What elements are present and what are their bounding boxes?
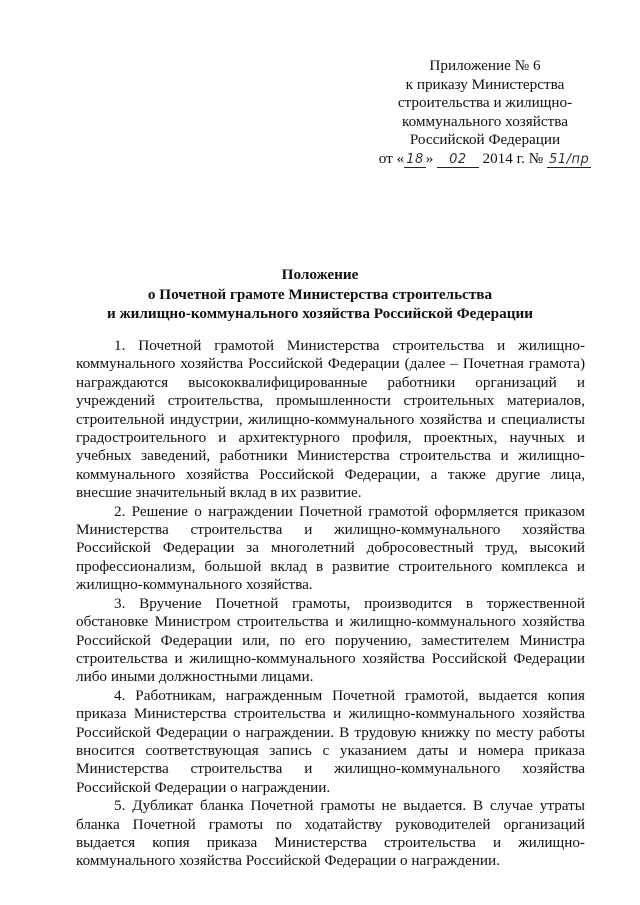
date-mid: » <box>425 149 434 167</box>
document-body <box>76 337 585 871</box>
title-line-1: Положение <box>281 266 359 283</box>
date-month-handwritten: 02 <box>437 152 479 168</box>
paragraph-5: 5. Дубликат бланка Почетной грамоты не выдается. В случае утраты бланка Почетной грамоты по ходатайству руководителей организаций выдается копия приказа Министерства строительства и жилищно-коммунального хозяйства Российской Федерации о награждении. <box>76 797 585 870</box>
order-number-handwritten: 51/пр <box>549 151 590 167</box>
attachment-ministry-line2: коммунального хозяйства <box>401 112 568 130</box>
title-line-2: о Почетной грамоте Министерства строительства <box>147 285 493 303</box>
attachment-ministry-line1: строительства и жилищно- <box>397 94 573 112</box>
date-day-handwritten: 18 <box>406 151 424 167</box>
attachment-date-line <box>360 150 610 169</box>
attachment-order-ref: к приказу Министерства <box>405 75 565 93</box>
attachment-header <box>360 57 610 169</box>
attachment-country: Российской Федерации <box>409 131 561 149</box>
paragraph-1: 1. Почетной грамотой Министерства строительства и жилищно-коммунального хозяйства Российской Федерации (далее – Почетная грамота) награждаются высококвалифицированные работники организаций и учреждений строительства, промышленности строительных материалов, строительной индустрии, жилищно-коммунального хозяйства и специалисты градостроительного и архитектурного профиля, проектных, научных и учебных заведений, работники Министерства строительства и жилищно-коммунального хозяйства Российской Федерации, а также другие лица, внесшие значительный вклад в их развитие. <box>76 337 585 502</box>
document-title <box>40 265 600 324</box>
paragraph-4: 4. Работникам, награжденным Почетной грамотой, выдается копия приказа Министерства строительства и жилищно-коммунального хозяйства Российской Федерации о награждении. В трудовую книжку по месту работы вносится соответствующая запись с указанием даты и номера приказа Министерства строительства и жилищно-коммунального хозяйства Российской Федерации о награждении. <box>76 686 585 796</box>
attachment-number: Приложение № 6 <box>429 57 541 74</box>
title-line-3: и жилищно-коммунального хозяйства Российской Федерации <box>107 305 533 322</box>
date-prefix: от « <box>378 149 405 167</box>
paragraph-3: 3. Вручение Почетной грамоты, производится в торжественной обстановке Министром строительства и жилищно-коммунального хозяйства Российской Федерации или, по его поручению, заместителем Министра строительства и жилищно-коммунального хозяйства Российской Федерации либо иными должностными лицами. <box>76 594 585 686</box>
date-year: 2014 г. № <box>482 149 544 167</box>
paragraph-2: 2. Решение о награждении Почетной грамотой оформляется приказом Министерства строительства и жилищно-коммунального хозяйства Российской Федерации за многолетний добросовестный труд, высокий профессионализм, большой вклад в развитие строительного комплекса и жилищно-коммунального хозяйства. <box>76 502 585 594</box>
